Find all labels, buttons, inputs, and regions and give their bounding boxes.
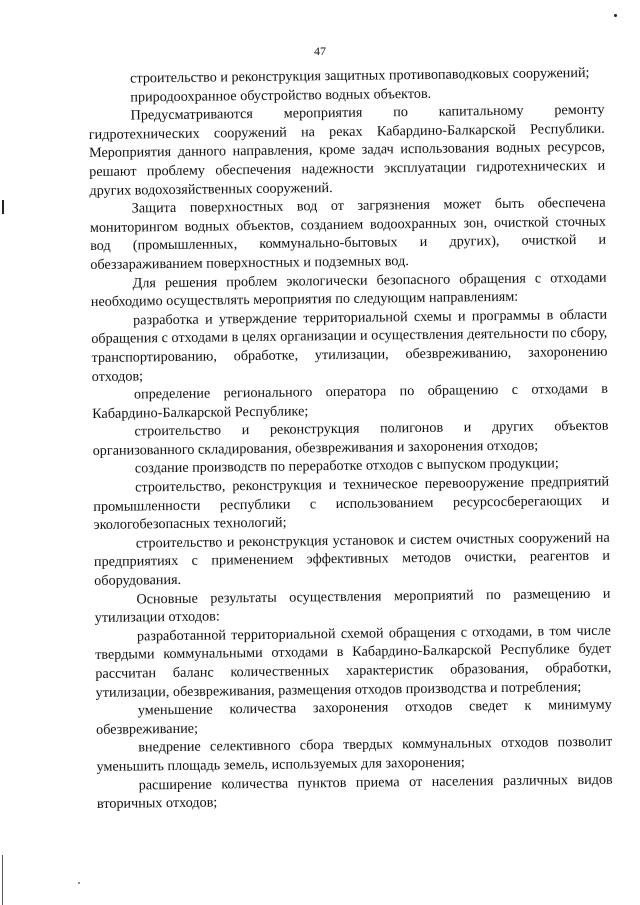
- scan-artifact: [2, 855, 3, 905]
- paragraph: Для решения проблем экологически безопасного обращения с отходами необходимо осуществлять мероприятия по следующим направлениям:: [90, 269, 607, 311]
- paragraph: разработанной территориальной схемой обращения с отходами, в том числе твердыми коммунальными отходами в Кабардино-Балкарской Республике будет рассчитан баланс количественных характеристик образования, обработки, утилизации, обезвреживания, размещения отходов производства и потребления;: [95, 622, 612, 701]
- paragraph: Защита поверхностных вод от загрязнения может быть обеспечена мониторингом водных объектов, созданием водоохранных зон, очисткой сточных вод (промышленных, коммунально-бытовых и других), очисткой и обеззараживанием поверхностных и подземных вод.: [89, 194, 607, 273]
- paragraph: строительство и реконструкция установок и систем очистных сооружений на предприятиях с применением эффективных методов очистки, реагентов и оборудования.: [93, 529, 611, 589]
- scan-artifact: [78, 882, 80, 884]
- paragraph: определение регионального оператора по обращению с отходами в Кабардино-Балкарской Республике;: [92, 380, 609, 422]
- paragraph: природоохранное обустройство водных объектов.: [130, 85, 432, 106]
- paragraph: строительство и реконструкция защитных противопаводковых сооружений;: [130, 64, 590, 87]
- paragraph: создание производств по переработке отходов с выпуском продукции;: [134, 455, 559, 477]
- paragraph: расширение количества пунктов приема от населения различных видов вторичных отходов;: [96, 771, 613, 813]
- paragraph: Основные результаты осуществления мероприятий по размещению и утилизации отходов:: [94, 585, 611, 627]
- paragraph: строительство, реконструкция и техническое перевооружение предприятий промышленности республики с использованием ресурсосберегающих и экологобезопасных технологий;: [93, 473, 610, 534]
- scan-artifact: [2, 200, 4, 214]
- paragraph: уменьшение количества захоронения отходов сведет к минимуму обезвреживание;: [95, 696, 612, 738]
- paragraph: внедрение селективного сбора твердых коммунальных отходов позволит уменьшить площадь земель, используемых для захоронения;: [96, 734, 613, 775]
- scan-artifact: [614, 14, 617, 17]
- paragraph: строительство и реконструкция полигонов и других объектов организованного складирования, обезвреживания и захоронения отходов;: [92, 417, 609, 459]
- paragraph: Предусматриваются мероприятия по капитальному ремонту гидротехнических сооружений на реках Кабардино-Балкарской Республики. Мероприятия данного направления, кроме задач использования водных ресурсов, решают проблему обеспечения надежности эксплуатации гидротехнических и других водохозяйственных сооружений.: [88, 101, 606, 199]
- document-body: [88, 64, 613, 814]
- page-number: 47: [314, 44, 326, 58]
- paragraph: разработка и утверждение территориальной схемы и программы в области обращения с отходами в целях организации и осуществления деятельности по сбору, транспортированию, обработке, утилизации, обезвреживанию, захоронению отходов;: [91, 306, 608, 385]
